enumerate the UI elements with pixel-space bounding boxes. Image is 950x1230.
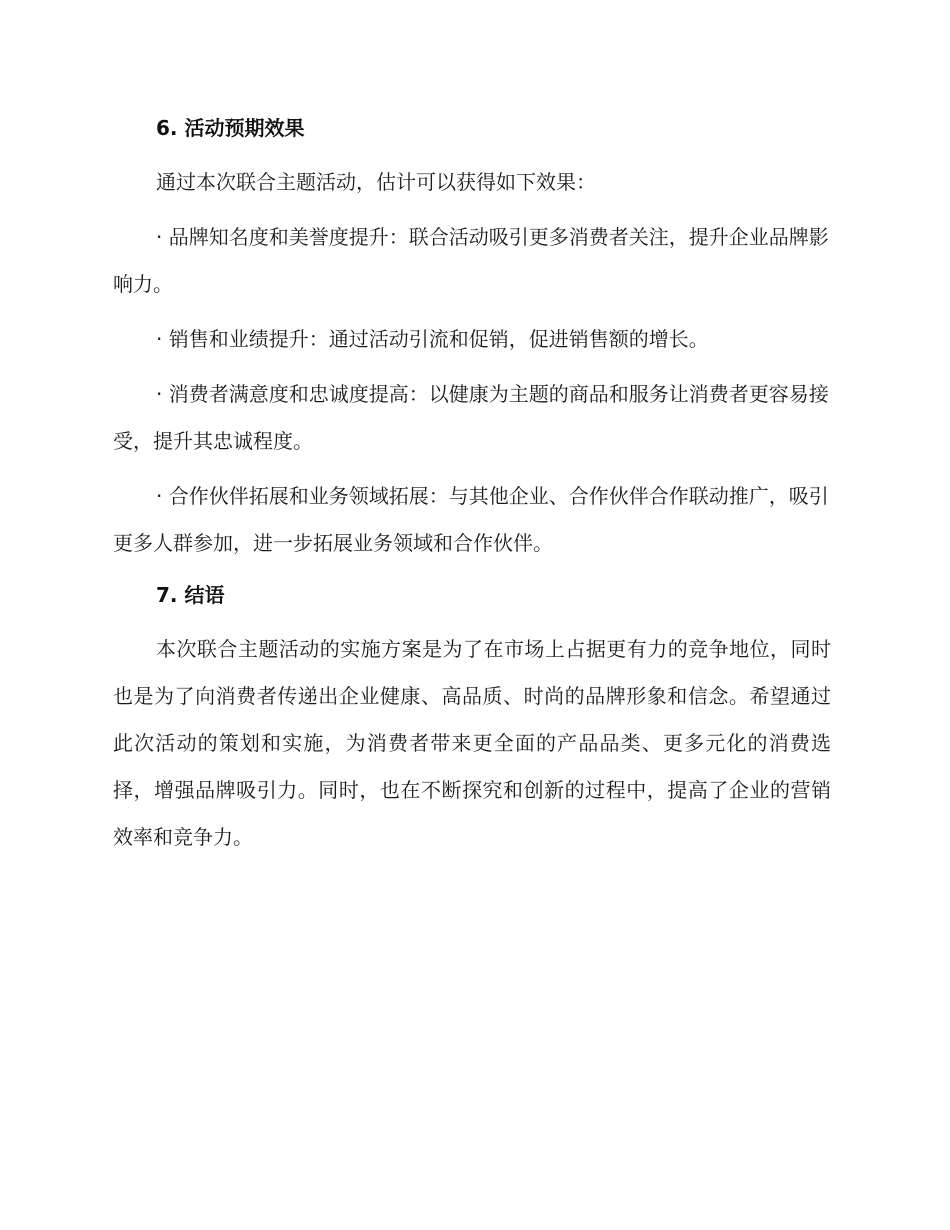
bullet-sales-growth: · 销售和业绩提升：通过活动引流和促销，促进销售额的增长。	[156, 327, 709, 351]
section-7-heading: 7. 结语	[156, 583, 225, 607]
document-content	[113, 110, 831, 861]
bullet-customer-loyalty: · 消费者满意度和忠诚度提高：以健康为主题的商品和服务让消费者更容易接受，提升其忠诚程度。	[113, 382, 829, 453]
bullet-partner-expansion: · 合作伙伴拓展和业务领域拓展：与其他企业、合作伙伴合作联动推广，吸引更多人群参加，进一步拓展业务领域和合作伙伴。	[113, 484, 829, 555]
section-6-intro: 通过本次联合主题活动，估计可以获得如下效果：	[156, 170, 596, 194]
section-7-body: 本次联合主题活动的实施方案是为了在市场上占据更有力的竞争地位，同时也是为了向消费者传递出企业健康、高品质、时尚的品牌形象和信念。希望通过此次活动的策划和实施，为消费者带来更全面的产品品类、更多元化的消费选择，增强品牌吸引力。同时，也在不断探究和创新的过程中，提高了企业的营销效率和竞争力。	[113, 637, 831, 849]
bullet-brand-awareness: · 品牌知名度和美誉度提升：联合活动吸引更多消费者关注，提升企业品牌影响力。	[113, 225, 829, 296]
section-6-heading: 6. 活动预期效果	[156, 116, 305, 140]
